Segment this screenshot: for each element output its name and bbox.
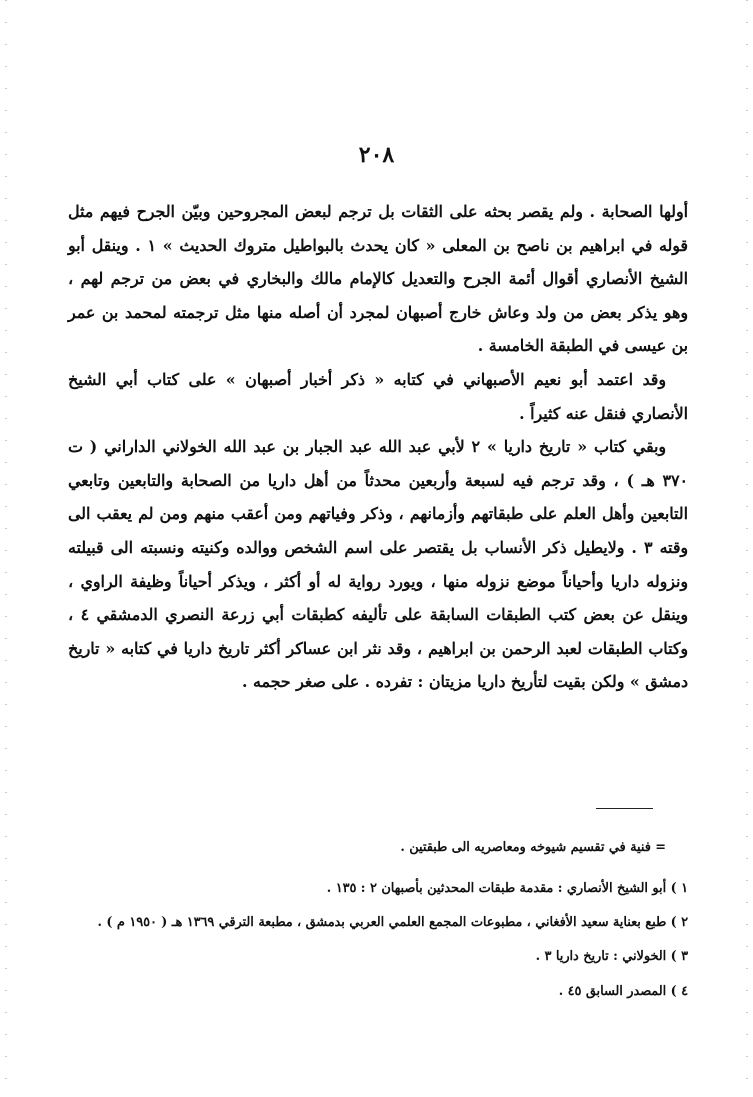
footnote-divider [596, 808, 653, 809]
paragraph-1: أولها الصحابة . ولم يقصر بحثه على الثقات بل ترجم لبعض المجروحين وبيّن الجرح فيهم مثل قوله في ابراهيم بن ناصح بن المعلى « كان يحدث بالبواطيل متروك الحديث » ١ . وينقل أبو الشيخ الأنصاري أقوال أئمة الجرح والتعديل كالإمام مالك والبخاري في بعض من ترجم لهم ، وهو يذكر بعض من ولد وعاش خارج أصبهان لمجرد أن أصله منها مثل ترجمته لمحمد بن عمر بن عيسى في الطبقة الخامسة . [68, 202, 688, 356]
footnotes [68, 833, 688, 1009]
footnote-1: ١ ) أبو الشيخ الأنصاري : مقدمة طبقات المحدثين بأصبهان ٢ : ١٣٥ . [326, 881, 688, 896]
paragraph-3: وبقي كتاب « تاريخ داريا » ٢ لأبي عبد الله عبد الجبار بن عبد الله الخولاني الداراني ( ت ٣٧٠ هـ ) ، وقد ترجم فيه لسبعة وأربعين محدثاً من أهل داريا من الصحابة والتابعين وتابعي التابعين وأهل العلم على طبقاتهم وأزمانهم ، وذكر وفياتهم ومن أعقب منهم ومن لم يعقب الى وقته ٣ . ولايطيل ذكر الأنساب بل يقتصر على اسم الشخص ووالده وكنيته ونسبته الى قبيلته ونزوله داريا وأحياناً موضع نزوله منها ، ويورد رواية له أو أكثر ، ويذكر أحياناً وظيفة الراوي ، وينقل عن بعض كتب الطبقات السابقة على تأليفه كطبقات أبي زرعة النصري الدمشقي ٤ ، وكتاب الطبقات لعبد الرحمن بن ابراهيم ، وقد نثر ابن عساكر أكثر تاريخ داريا في كتابه « تاريخ دمشق » ولكن بقيت لتأريخ داريا مزيتان : تفرده . على صغر حجمه . [68, 437, 689, 692]
footnote-4: ٤ ) المصدر السابق ٤٥ . [558, 984, 688, 999]
main-text [68, 195, 688, 699]
page-number: ٢٠٨ [358, 142, 395, 168]
footnote-2: ٢ ) طبع بعناية سعيد الأفغاني ، مطبوعات المجمع العلمي العربي بدمشق ، مطبعة الترقي ١٣٦٩ هـ ( ١٩٥٠ م ) . [97, 915, 688, 930]
footnote-3: ٣ ) الخولاني : تاريخ داريا ٣ . [535, 949, 688, 964]
footnote-continuation: = فنية في تقسيم شيوخه ومعاصريه الى طبقتين . [400, 840, 666, 855]
paragraph-2: وقد اعتمد أبو نعيم الأصبهاني في كتابه « ذكر أخبار أصبهان » على كتاب أبي الشيخ الأنصاري فنقل عنه كثيراً . [68, 369, 688, 423]
